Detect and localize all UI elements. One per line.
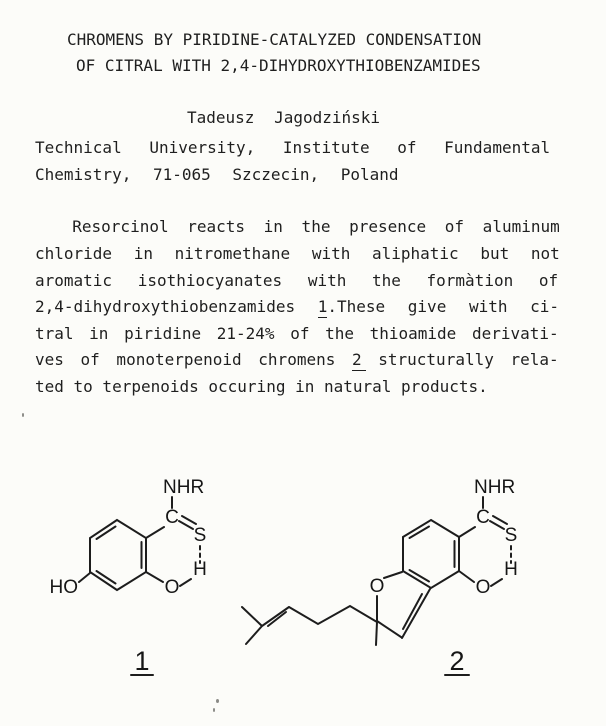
atom-label-ho: HO [49, 577, 78, 598]
atom-label-nhr: NHR [474, 477, 516, 498]
abstract-line-1: Resorcinol reacts in the presence of aluminum [35, 217, 560, 236]
affiliation-line-2: Chemistry, 71-065 Szczecin, Poland [35, 165, 399, 184]
atom-label-ring-o: O [369, 576, 385, 597]
atom-label-o: O [475, 577, 491, 598]
abstract-line-6 [35, 350, 559, 369]
atom-label-s: S [504, 525, 518, 546]
atom-label-h: H [193, 559, 207, 580]
scan-artifact-dot [216, 699, 219, 703]
terpene-chain-bonds [242, 606, 377, 645]
compound-1-label: 1 [134, 646, 150, 676]
atom-label-nhr: NHR [163, 477, 205, 498]
author-name: Tadeusz Jagodziński [187, 108, 381, 127]
abstract-line-4-text: 2,4-dihydroxythiobenzamides [35, 297, 318, 316]
structure-1-drawing [30, 470, 230, 690]
benzene-ring [403, 520, 459, 588]
scan-artifact-dot [213, 708, 215, 712]
atom-label-o: O [164, 577, 180, 598]
affiliation-line-1: Technical University, Institute of Fundamental [35, 138, 551, 157]
structure-2-drawing [230, 470, 600, 700]
abstract-line-4 [35, 297, 559, 316]
compound-2-label: 2 [449, 646, 465, 676]
atom-label-h: H [504, 559, 518, 580]
atom-label-c: C [165, 507, 179, 528]
pyran-double-bond-inner [403, 594, 422, 629]
abstract-line-5: tral in piridine 21-24% of the thioamide derivati- [35, 324, 559, 343]
benzene-ring [90, 520, 146, 590]
aromatic-double-bonds [410, 527, 455, 582]
atom-label-c: C [476, 507, 490, 528]
paper-title-line-1: CHROMENS BY PIRIDINE-CATALYZED CONDENSATION [67, 30, 482, 49]
abstract-line-3: aromatic isothiocyanates with the formàtion of [35, 271, 559, 290]
abstract-line-4-text-end: .These give with ci- [327, 297, 560, 316]
abstract-line-2: chloride in nitromethane with aliphatic but not [35, 244, 560, 263]
abstract-line-7: ted to terpenoids occuring in natural products. [35, 377, 488, 396]
compound-1-reference: 1 [317, 297, 328, 316]
abstract-line-6-text: ves of monoterpenoid chromens [35, 350, 352, 369]
compound-2-reference: 2 [352, 350, 366, 371]
paper-title-line-2: OF CITRAL WITH 2,4-DIHYDROXYTHIOBENZAMIDES [76, 56, 481, 75]
abstract-line-6-text-end: structurally rela- [361, 350, 559, 369]
atom-label-s: S [193, 525, 207, 546]
scan-artifact-dot [22, 413, 24, 417]
aromatic-double-bonds [97, 527, 142, 584]
